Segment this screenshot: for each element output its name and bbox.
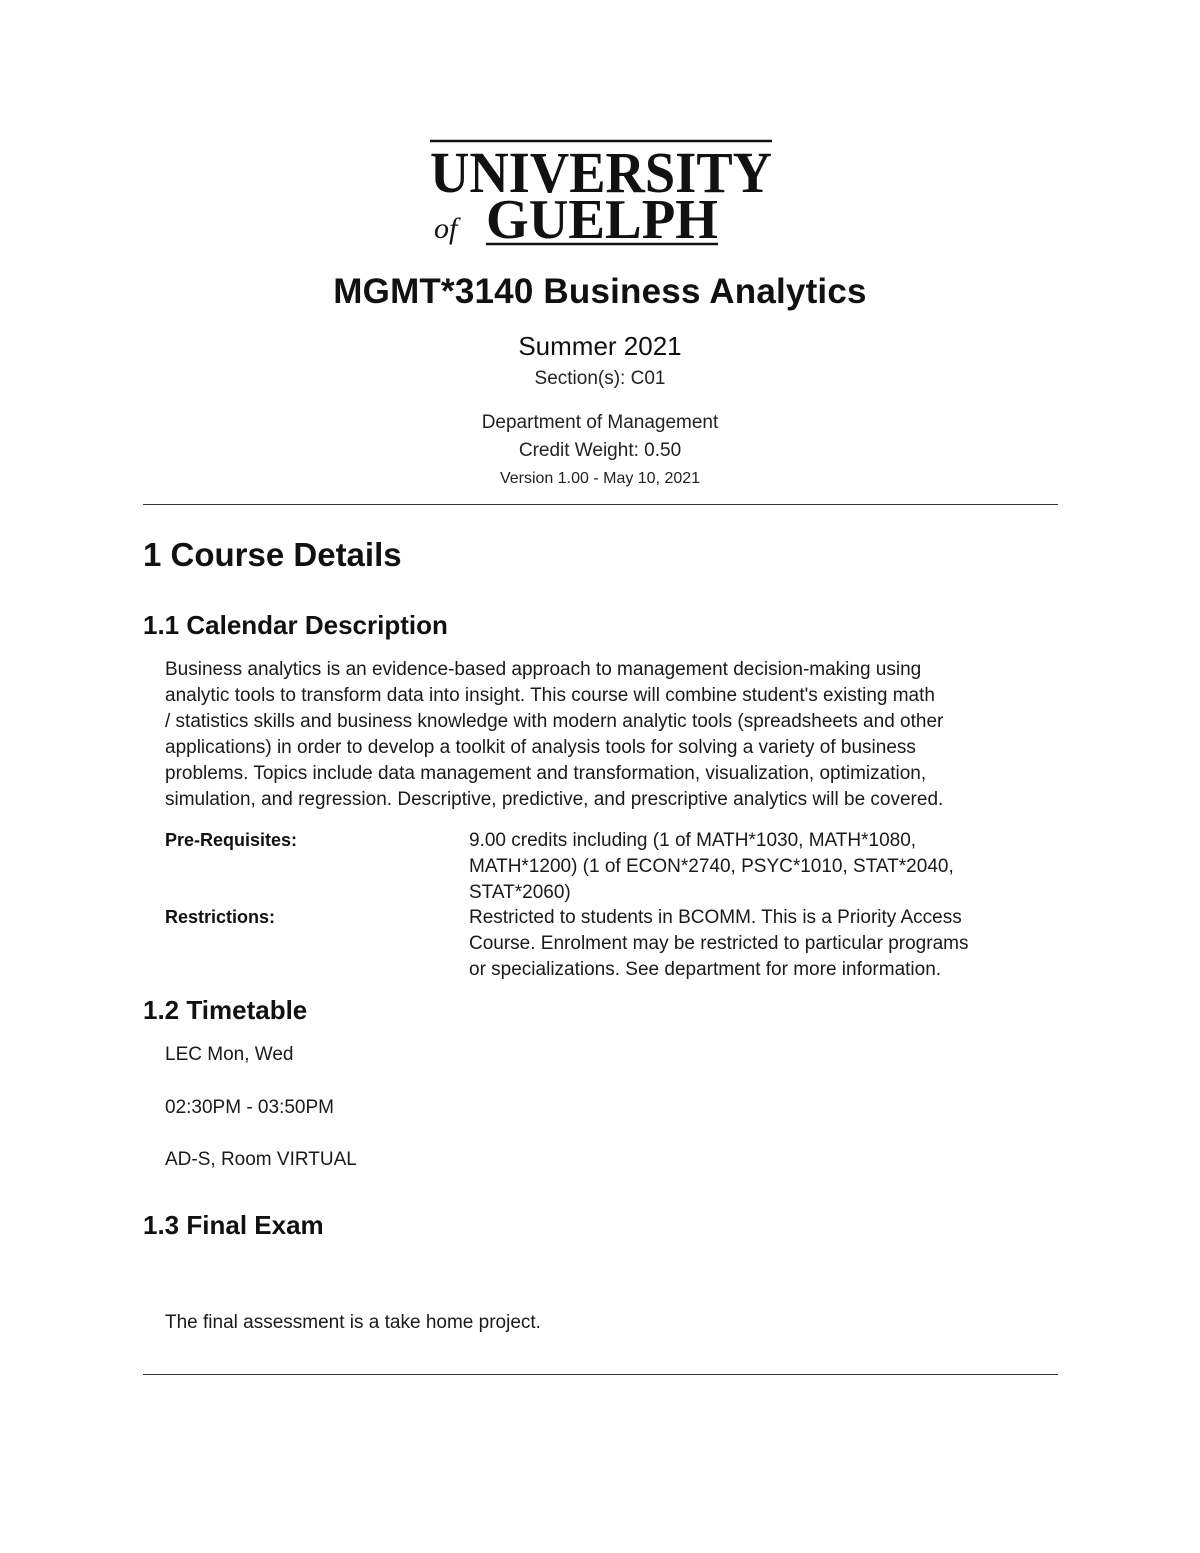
description-line: / statistics skills and business knowledge with modern analytic tools (spreadsheets and other (165, 711, 944, 732)
description-line: analytic tools to transform data into insight. This course will combine student's existing math (165, 685, 935, 706)
timetable-days: LEC Mon, Wed (165, 1044, 294, 1065)
restrictions-line: Restricted to students in BCOMM. This is a Priority Access (469, 907, 962, 928)
version: Version 1.00 - May 10, 2021 (499, 470, 701, 487)
logo-line-guelph: GUELPH (486, 189, 718, 250)
logo-line-university: UNIVERSITY (430, 140, 772, 205)
description-line: applications) in order to develop a toolkit of analysis tools for solving a variety of business (165, 737, 916, 758)
prerequisites-value (469, 828, 1049, 906)
restrictions-line: or specializations. See department for more information. (469, 959, 942, 980)
header-divider (143, 504, 1058, 505)
final-exam-text: The final assessment is a take home project. (165, 1312, 541, 1333)
timetable-location: AD-S, Room VIRTUAL (165, 1149, 357, 1170)
calendar-description-text (165, 657, 1065, 813)
description-line: simulation, and regression. Descriptive, predictive, and prescriptive analytics will be covered. (165, 789, 944, 810)
restrictions-label: Restrictions: (165, 907, 276, 927)
prerequisites-line: MATH*1200) (1 of ECON*2740, PSYC*1010, STAT*2040, (469, 856, 954, 877)
footer-divider (143, 1374, 1058, 1375)
restrictions-value (469, 905, 1049, 983)
prerequisites-line: 9.00 credits including (1 of MATH*1030, MATH*1080, (469, 830, 917, 851)
sections: Section(s): C01 (534, 368, 666, 389)
university-logo (426, 138, 776, 250)
section-heading-course-details: 1 Course Details (143, 536, 402, 573)
description-line: Business analytics is an evidence-based approach to management decision-making using (165, 659, 922, 680)
subsection-heading-final-exam: 1.3 Final Exam (143, 1210, 324, 1240)
logo-of: of (434, 212, 458, 245)
logo-graphic (426, 138, 776, 250)
restrictions-line: Course. Enrolment may be restricted to particular programs (469, 933, 969, 954)
department: Department of Management (481, 412, 719, 433)
term: Summer 2021 (518, 331, 682, 361)
subsection-heading-calendar-description: 1.1 Calendar Description (143, 610, 448, 640)
description-line: problems. Topics include data management and transformation, visualization, optimization, (165, 763, 927, 784)
prerequisites-label: Pre-Requisites: (165, 830, 298, 850)
prerequisites-line: STAT*2060) (469, 882, 571, 903)
credit-weight: Credit Weight: 0.50 (518, 440, 682, 461)
timetable-time: 02:30PM - 03:50PM (165, 1097, 334, 1118)
subsection-heading-timetable: 1.2 Timetable (143, 995, 308, 1025)
course-title: MGMT*3140 Business Analytics (333, 272, 867, 311)
